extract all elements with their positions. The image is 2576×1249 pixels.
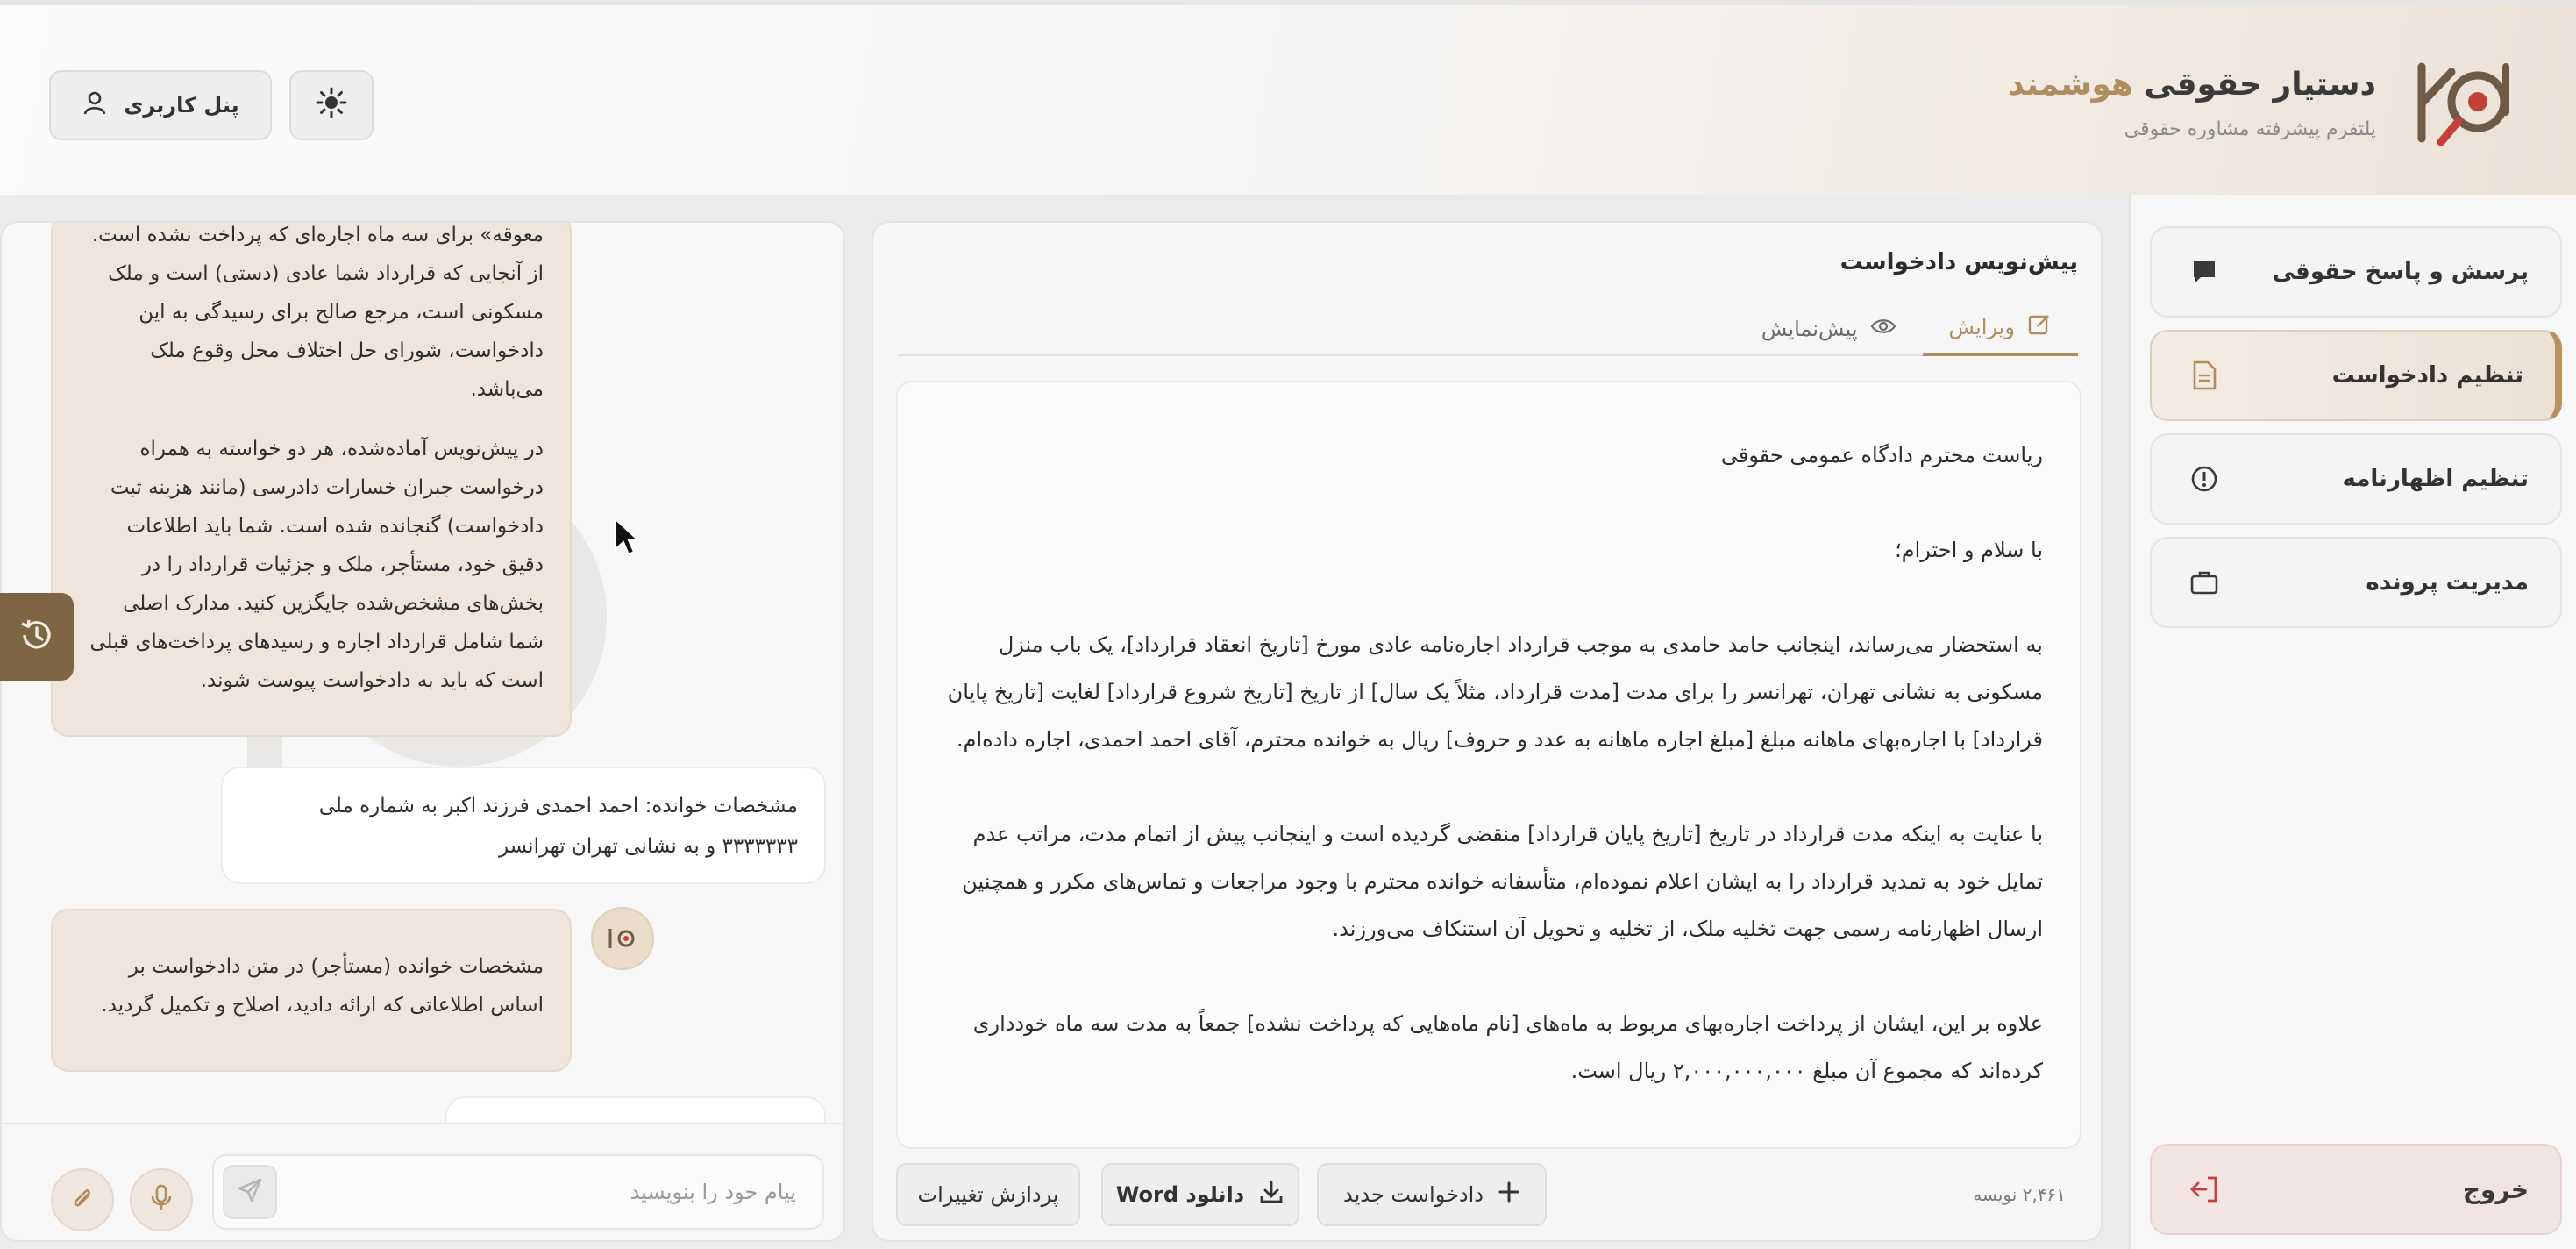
petition-editor-panel — [872, 221, 2103, 1242]
doc-spacer — [935, 574, 2043, 621]
ai-message-line: دقیق خود، مستأجر، ملک و جزئیات قرارداد را در — [141, 553, 544, 576]
ai-message-line: اساس اطلاعاتی که ارائه دادید، اصلاح و تکمیل گردید. — [101, 994, 544, 1017]
chat-message-input[interactable] — [212, 1154, 824, 1230]
brand-title-accent: هوشمند — [2008, 67, 2133, 103]
microphone-icon — [150, 1184, 173, 1216]
ai-message-line: است که باید به دادخواست پیوست شوند. — [200, 669, 544, 692]
brand-title-main: دستیار حقوقی — [2133, 67, 2376, 103]
history-button[interactable] — [0, 593, 74, 681]
ai-message-line: از آنجایی که قرارداد شما عادی (دستی) است و ملک — [108, 262, 544, 285]
briefcase-icon — [2187, 565, 2222, 600]
assistant-avatar-icon — [591, 907, 654, 970]
sidebar-item-label: تنظیم اظهارنامه — [2342, 466, 2529, 492]
ai-message-spacer — [79, 409, 544, 430]
ai-message-line: درخواست جبران خسارات دادرسی (مانند هزینه ثبت — [110, 476, 544, 499]
ai-message-line: مشخصات خوانده (مستأجر) در متن دادخواست بر — [128, 955, 544, 978]
sun-icon — [316, 87, 347, 124]
sidebar-item-label: پرسش و پاسخ حقوقی — [2272, 259, 2529, 285]
sidebar-item-label: مدیریت پرونده — [2366, 569, 2529, 596]
sidebar-item-declaration[interactable] — [2150, 433, 2562, 525]
doc-paragraph: به استحضار می‌رساند، اینجانب حامد حامدی به موجب قرارداد اجاره‌نامه عادی مورخ [تاریخ انعقاد قرارداد]، یک باب منزل مسکونی به نشانی تهران، تهرانسر را برای مدت [مدت قرارداد، مثلاً یک سال] از تاریخ [تاریخ شروع قرارداد] لغایت [تاریخ پایان قرارداد] با اجاره‌بهای ماهانه مبلغ [مبلغ اجاره ماهانه به عدد و حروف] ریال به خوانده محترم، آقای احمد احمدی، اجاره داده‌ام. — [947, 632, 2043, 752]
editor-tabs — [898, 302, 2078, 356]
sidebar — [2129, 195, 2576, 1249]
ai-message-line: دادخواست) گنجانده شده است. شما باید اطلاعات — [126, 515, 544, 538]
ai-message-bubble — [51, 909, 572, 1072]
download-icon — [1258, 1179, 1284, 1210]
ai-message-line: دادخواست، شورای حل اختلاف محل وقوع ملک — [150, 339, 544, 362]
user-panel-button[interactable] — [49, 70, 272, 140]
doc-spacer — [935, 953, 2043, 1000]
user-message-line: ۳۳۳۳۳۳۳ و به نشانی تهران تهرانسر — [498, 835, 798, 858]
doc-spacer — [935, 763, 2043, 810]
tab-preview[interactable] — [1735, 302, 1923, 356]
process-changes-button[interactable] — [896, 1163, 1080, 1226]
download-word-button[interactable] — [1101, 1163, 1299, 1226]
ai-message-bubble — [51, 221, 572, 737]
brand-text — [2008, 67, 2376, 140]
mouse-pointer-icon — [614, 517, 640, 560]
logout-icon — [2187, 1172, 2222, 1207]
theme-toggle-button[interactable] — [289, 70, 374, 140]
download-word-label: دانلود Word — [1115, 1182, 1245, 1207]
sidebar-item-petition[interactable] — [2150, 330, 2562, 421]
doc-paragraph: با عنایت به اینکه مدت قرارداد در تاریخ [تاریخ پایان قرارداد] منقضی گردیده است و اینجانب پیش از اتمام مدت، مراتب عدم تمایل خود به تمدید قرارداد را به ایشان اعلام نموده‌ام، متأسفانه خوانده محترم با وجود مراجعات و تماس‌های مکرر و همچنین ارسال اظهارنامه رسمی جهت تخلیه ملک، از تخلیه و تحویل آن استنکاف می‌ورزند. — [962, 822, 2043, 941]
edit-icon — [2027, 312, 2052, 342]
petition-document-textarea[interactable] — [896, 381, 2081, 1149]
doc-line: ریاست محترم دادگاه عمومی حقوقی — [1720, 443, 2043, 467]
sidebar-item-case-management[interactable] — [2150, 537, 2562, 628]
chat-panel — [0, 221, 845, 1242]
chat-icon — [2187, 254, 2222, 289]
ai-message-line: مسکونی است، مرجع صالح برای رسیدگی به این — [139, 301, 544, 324]
chat-input-area — [2, 1123, 845, 1242]
editor-title: پیش‌نویس دادخواست — [1839, 249, 2078, 275]
tab-edit[interactable] — [1923, 302, 2078, 356]
logo-icon — [2401, 51, 2523, 156]
brand-subtitle: پلتفرم پیشرفته مشاوره حقوقی — [2124, 118, 2376, 140]
ai-message-line: بخش‌های مشخص‌شده جایگزین کنید. مدارک اصلی — [123, 592, 544, 615]
microphone-button[interactable] — [130, 1168, 193, 1231]
tab-preview-label: پیش‌نمایش — [1761, 317, 1858, 341]
paperclip-icon — [69, 1185, 96, 1215]
doc-paragraph: علاوه بر این، ایشان از پرداخت اجاره‌بهای مربوط به ماه‌های [نام ماه‌هایی که پرداخت نشده] جمعاً به مدت سه ماه خودداری کرده‌اند که مجموع آن مبلغ ۲,۰۰۰,۰۰۰,۰۰۰ ریال است. — [972, 1011, 2043, 1083]
plus-icon — [1498, 1181, 1520, 1209]
sidebar-item-label: تنظیم دادخواست — [2331, 362, 2523, 389]
history-icon — [18, 616, 56, 658]
logout-button[interactable] — [2150, 1144, 2562, 1235]
sidebar-item-legal-qa[interactable] — [2150, 226, 2562, 318]
user-icon — [82, 89, 108, 121]
send-button[interactable] — [223, 1165, 277, 1219]
doc-spacer — [935, 479, 2043, 526]
tab-edit-label: ویرایش — [1948, 315, 2015, 339]
user-panel-label: پنل کاربری — [124, 93, 239, 118]
ai-message-line: شما شامل قرارداد اجاره و رسیدهای پرداخت‌های قبلی — [89, 631, 544, 653]
user-message-line: مشخصات خوانده: احمد احمدی فرزند اکبر به شماره ملی — [318, 795, 798, 817]
top-header — [0, 0, 2576, 195]
brand — [2008, 51, 2523, 156]
ai-message-line: در پیش‌نویس آماده‌شده، هر دو خواسته به همراه — [139, 438, 544, 460]
editor-footer — [873, 1160, 2104, 1230]
doc-line: با سلام و احترام؛ — [1895, 538, 2043, 562]
alert-icon — [2187, 461, 2222, 496]
logout-label: خروج — [2462, 1174, 2529, 1204]
document-icon — [2187, 358, 2222, 393]
ai-message-line: معوقه» برای سه ماه اجاره‌ای که پرداخت نشده است. — [91, 224, 544, 246]
attach-file-button[interactable] — [51, 1168, 114, 1231]
new-petition-button[interactable] — [1317, 1163, 1547, 1226]
eye-icon — [1870, 317, 1896, 341]
process-changes-label: پردازش تغییرات — [917, 1182, 1059, 1207]
send-icon — [237, 1177, 263, 1207]
new-petition-label: دادخواست جدید — [1343, 1182, 1484, 1207]
character-count: ۲,۴۶۱ نویسه — [1973, 1184, 2066, 1205]
user-message-bubble — [221, 767, 826, 884]
chat-input-placeholder: پیام خود را بنویسید — [630, 1180, 796, 1204]
brand-title — [2008, 67, 2376, 103]
ai-message-line: می‌باشد. — [470, 378, 544, 401]
